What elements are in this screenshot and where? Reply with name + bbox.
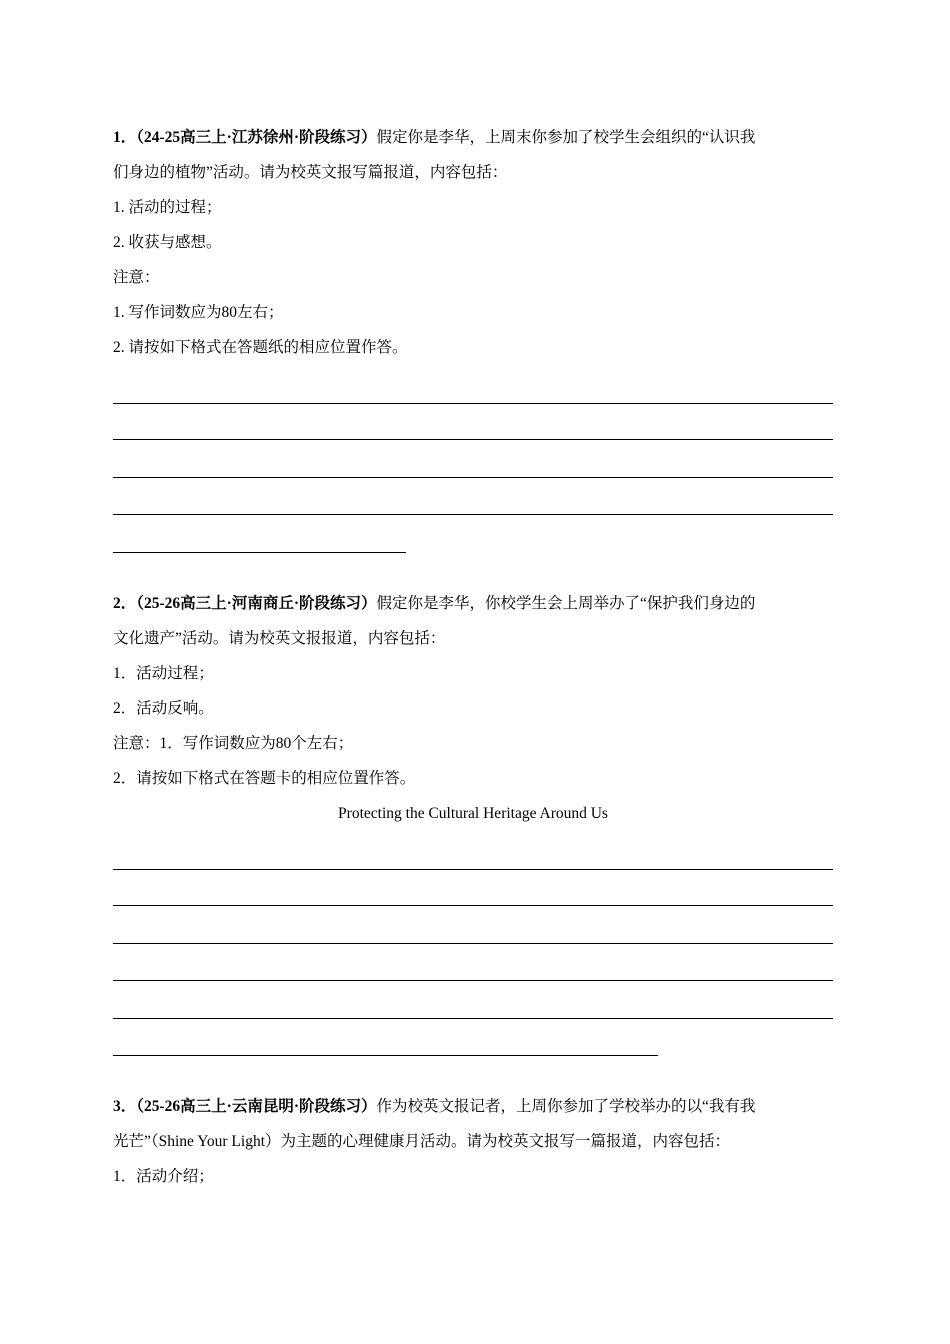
requirement-item: 1. 活动的过程； <box>113 199 222 216</box>
answer-line[interactable] <box>113 1019 833 1057</box>
answer-line[interactable] <box>113 515 833 553</box>
note-item: 注意：1．写作词数应为80个左右； <box>113 735 354 752</box>
question-prompt: 假定你是李华，上周末你参加了校学生会组织的“认识我 <box>376 129 756 146</box>
answer-line[interactable] <box>113 944 833 982</box>
requirement-item: 2．活动反响。 <box>113 700 214 717</box>
note-item: 1. 写作词数应为80左右； <box>113 304 284 321</box>
question-prompt-continued: 们身边的植物”活动。请为校英文报写篇报道，内容包括： <box>113 164 508 181</box>
answer-line[interactable] <box>113 403 833 441</box>
answer-line[interactable] <box>113 478 833 516</box>
question-prompt-continued: 文化遗产”活动。请为校英文报报道，内容包括： <box>113 630 446 647</box>
answer-line[interactable] <box>113 365 833 403</box>
requirement-item: 2. 收获与感想。 <box>113 234 222 251</box>
question-source: （25-26高三上·河南商丘·阶段练习） <box>136 595 377 612</box>
question-1 <box>113 120 833 553</box>
question-number: 1． <box>113 129 137 146</box>
question-2 <box>113 586 833 1056</box>
question-prompt: 作为校英文报记者，上周你参加了学校举办的以“我有我 <box>376 1098 756 1115</box>
question-source: （24-25高三上·江苏徐州·阶段练习） <box>136 129 377 146</box>
note-item: 2. 请按如下格式在答题纸的相应位置作答。 <box>113 339 408 356</box>
question-3 <box>113 1089 833 1194</box>
question-prompt: 假定你是李华，你校学生会上周举办了“保护我们身边的 <box>376 595 756 612</box>
answer-line[interactable] <box>113 831 833 869</box>
essay-title: Protecting the Cultural Heritage Around Us <box>338 805 608 822</box>
note-item: 2．请按如下格式在答题卡的相应位置作答。 <box>113 770 416 787</box>
question-1-header <box>113 120 833 155</box>
question-number: 2． <box>113 595 137 612</box>
answer-line[interactable] <box>113 906 833 944</box>
question-prompt-continued: 光芒”（Shine Your Light）为主题的心理健康月活动。请为校英文报写一篇报道，内容包括： <box>113 1133 730 1150</box>
note-label: 注意： <box>113 269 160 286</box>
question-source: （25-26高三上·云南昆明·阶段练习） <box>136 1098 377 1115</box>
question-number: 3． <box>113 1098 137 1115</box>
question-3-header <box>113 1089 833 1124</box>
answer-line[interactable] <box>113 440 833 478</box>
requirement-item: 1．活动介绍； <box>113 1168 214 1185</box>
requirement-item: 1．活动过程； <box>113 665 214 682</box>
answer-line[interactable] <box>113 981 833 1019</box>
answer-line[interactable] <box>113 869 833 907</box>
question-2-header <box>113 586 833 621</box>
